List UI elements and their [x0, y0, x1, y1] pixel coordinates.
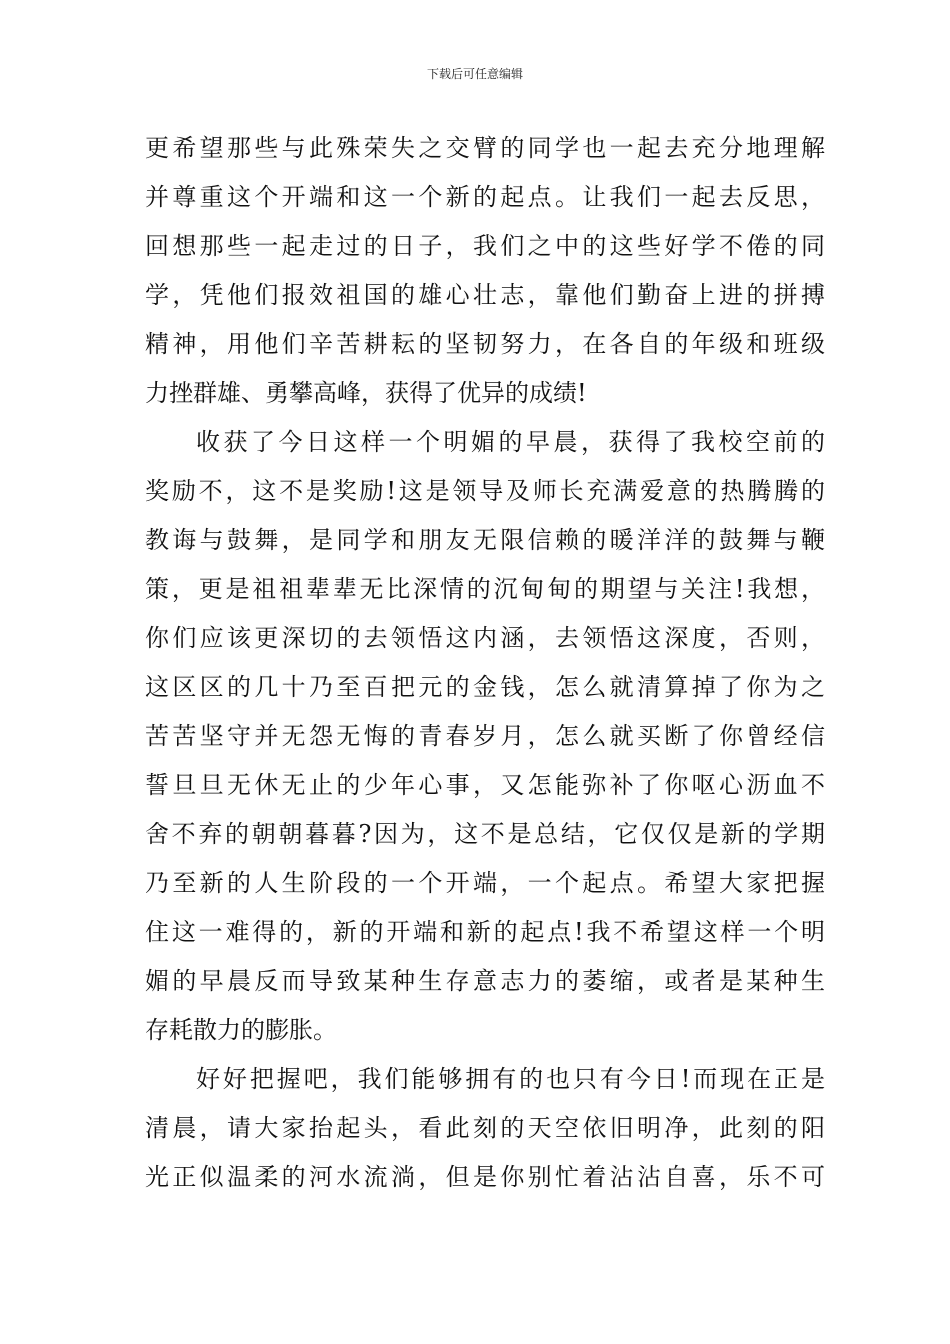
- text-line: 奖励不，这不是奖励!这是领导及师长充满爱意的热腾腾的: [145, 477, 825, 505]
- text-line: 住这一难得的，新的开端和新的起点!我不希望这样一个明: [145, 918, 825, 946]
- text-line: 你们应该更深切的去领悟这内涵，去领悟这深度，否则，: [145, 624, 825, 652]
- text-line: 教诲与鼓舞，是同学和朋友无限信赖的暖洋洋的鼓舞与鞭: [145, 526, 825, 554]
- text-line: 苦苦坚守并无怨无悔的青春岁月，怎么就买断了你曾经信: [145, 722, 825, 750]
- text-line: 光正似温柔的河水流淌，但是你别忙着沾沾自喜，乐不可: [145, 1163, 825, 1191]
- text-line: 力挫群雄、勇攀高峰，获得了优异的成绩!: [145, 379, 587, 407]
- text-line: 这区区的几十乃至百把元的金钱，怎么就清算掉了你为之: [145, 673, 825, 701]
- text-line: 乃至新的人生阶段的一个开端，一个起点。希望大家把握: [145, 869, 825, 897]
- text-line: 舍不弃的朝朝暮暮?因为，这不是总结，它仅仅是新的学期: [145, 820, 825, 848]
- text-line: 更希望那些与此殊荣失之交臂的同学也一起去充分地理解: [145, 134, 825, 162]
- page-header: 下载后可任意编辑: [426, 67, 523, 81]
- text-line: 媚的早晨反而导致某种生存意志力的萎缩，或者是某种生: [145, 967, 825, 995]
- paragraph-start-line: 好好把握吧，我们能够拥有的也只有今日!而现在正是: [196, 1065, 825, 1093]
- text-line: 精神，用他们辛苦耕耘的坚韧努力，在各自的年级和班级: [145, 330, 825, 358]
- paragraph-start-line: 收获了今日这样一个明媚的早晨，获得了我校空前的: [196, 428, 825, 456]
- text-line: 学，凭他们报效祖国的雄心壮志，靠他们勤奋上进的拼搏: [145, 281, 825, 309]
- text-line: 回想那些一起走过的日子，我们之中的这些好学不倦的同: [145, 232, 825, 260]
- document-body: [145, 124, 825, 1202]
- text-line: 策，更是祖祖辈辈无比深情的沉甸甸的期望与关注!我想，: [145, 575, 825, 603]
- text-line: 存耗散力的膨胀。: [145, 1016, 337, 1044]
- text-line: 誓旦旦无休无止的少年心事，又怎能弥补了你呕心沥血不: [145, 771, 825, 799]
- text-line: 并尊重这个开端和这一个新的起点。让我们一起去反思，: [145, 183, 825, 211]
- text-line: 清晨，请大家抬起头，看此刻的天空依旧明净，此刻的阳: [145, 1114, 825, 1142]
